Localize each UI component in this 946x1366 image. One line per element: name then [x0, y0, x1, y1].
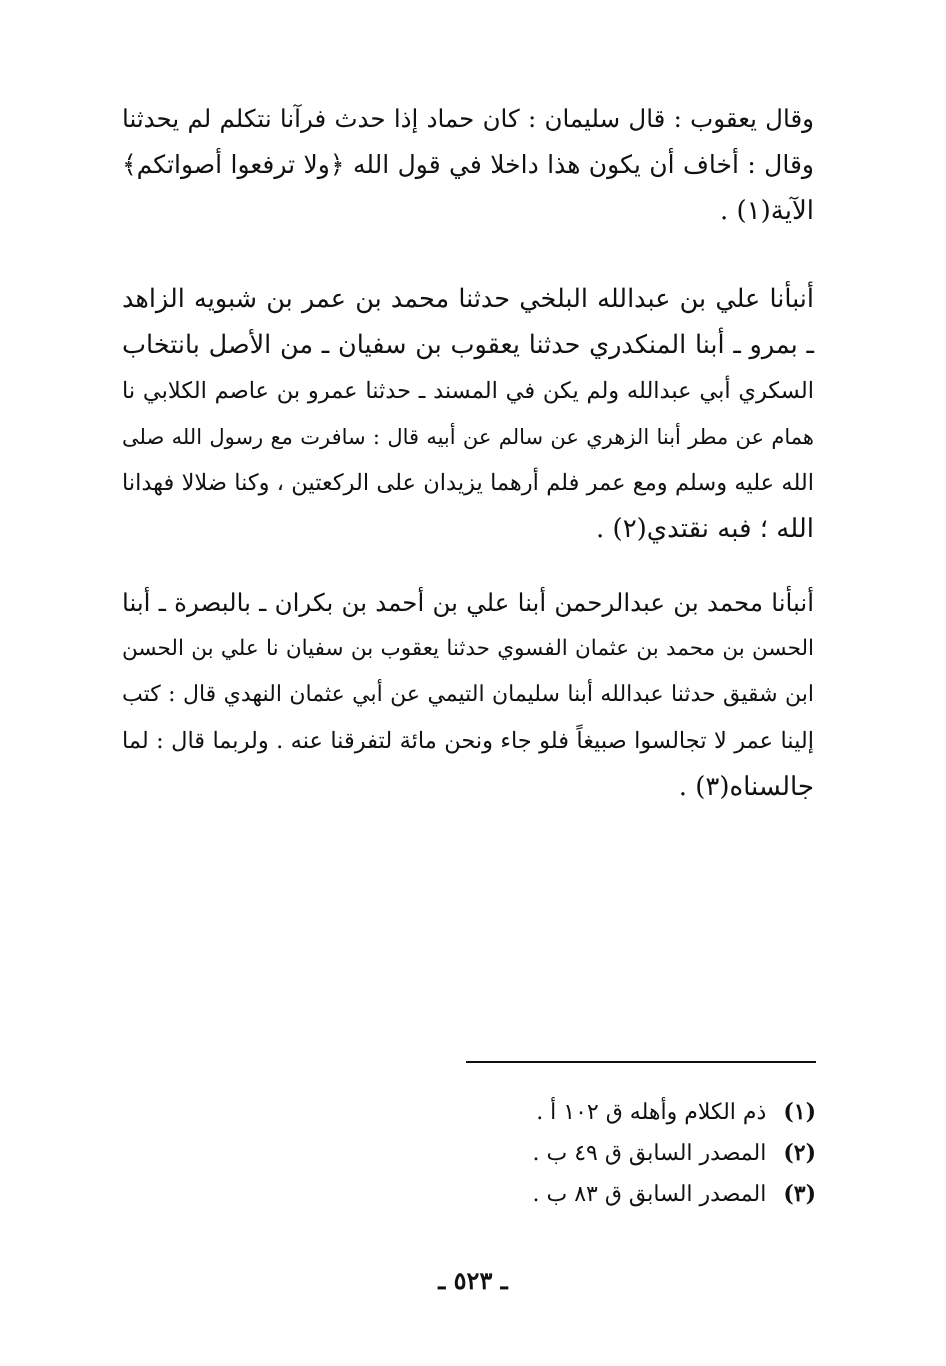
footnote-2	[456, 1133, 816, 1174]
footnote-number: (٣)	[783, 1181, 816, 1207]
text-line: إلينا عمر لا تجالسوا صبيغاً فلو جاء ونحن مائة لتفرقنا عنه . ولربما قال : لما	[122, 728, 814, 754]
footnote-divider	[466, 1061, 816, 1063]
text-line: ابن شقيق حدثنا عبدالله أبنا سليمان التيمي عن أبي عثمان النهدي قال : كتب	[122, 682, 814, 707]
page-number: ـ ٥٢٣ ـ	[438, 1266, 508, 1295]
text-line: وقال : أخاف أن يكون هذا داخلا في قول الله ﴿ولا ترفعوا أصواتكم﴾	[122, 150, 814, 179]
text-line: أنبأنا علي بن عبدالله البلخي حدثنا محمد بن عمر بن شبويه الزاهد	[122, 284, 814, 314]
paragraph-1	[122, 96, 814, 234]
text-line: الحسن بن محمد بن عثمان الفسوي حدثنا يعقوب بن سفيان نا علي بن الحسن	[122, 636, 814, 661]
footnote-text: ذم الكلام وأهله ق ١٠٢ أ .	[536, 1100, 767, 1125]
footnotes	[456, 1092, 816, 1215]
footnote-3	[456, 1174, 816, 1215]
text-line: وقال يعقوب : قال سليمان : كان حماد إذا حدث فرآنا نتكلم لم يحدثنا	[122, 104, 814, 133]
text-line: جالسناه(٣) .	[678, 772, 814, 802]
footnote-1	[456, 1092, 816, 1133]
text-line: ـ بمرو ـ أبنا المنكدري حدثنا يعقوب بن سفيان ـ من الأصل بانتخاب	[122, 330, 814, 360]
text-line: الآية(١) .	[719, 196, 814, 226]
footnote-number: (١)	[783, 1099, 816, 1125]
paragraph-2	[122, 276, 814, 552]
text-line: همام عن مطر أبنا الزهري عن سالم عن أبيه قال : سافرت مع رسول الله صلى	[122, 425, 814, 449]
footnote-text: المصدر السابق ق ٤٩ ب .	[532, 1141, 767, 1166]
footnote-text: المصدر السابق ق ٨٣ ب .	[532, 1182, 767, 1207]
paragraph-3	[122, 580, 814, 810]
text-line: الله عليه وسلم ومع عمر فلم أرهما يزيدان على الركعتين ، وكنا ضلالا فهدانا	[122, 470, 814, 496]
text-line: الله ؛ فبه نقتدي(٢) .	[596, 514, 814, 544]
text-line: أنبأنا محمد بن عبدالرحمن أبنا علي بن أحمد بن بكران ـ بالبصرة ـ أبنا	[122, 588, 814, 617]
text-line: السكري أبي عبدالله ولم يكن في المسند ـ حدثنا عمرو بن عاصم الكلابي نا	[122, 378, 814, 404]
footnote-number: (٢)	[783, 1140, 816, 1166]
